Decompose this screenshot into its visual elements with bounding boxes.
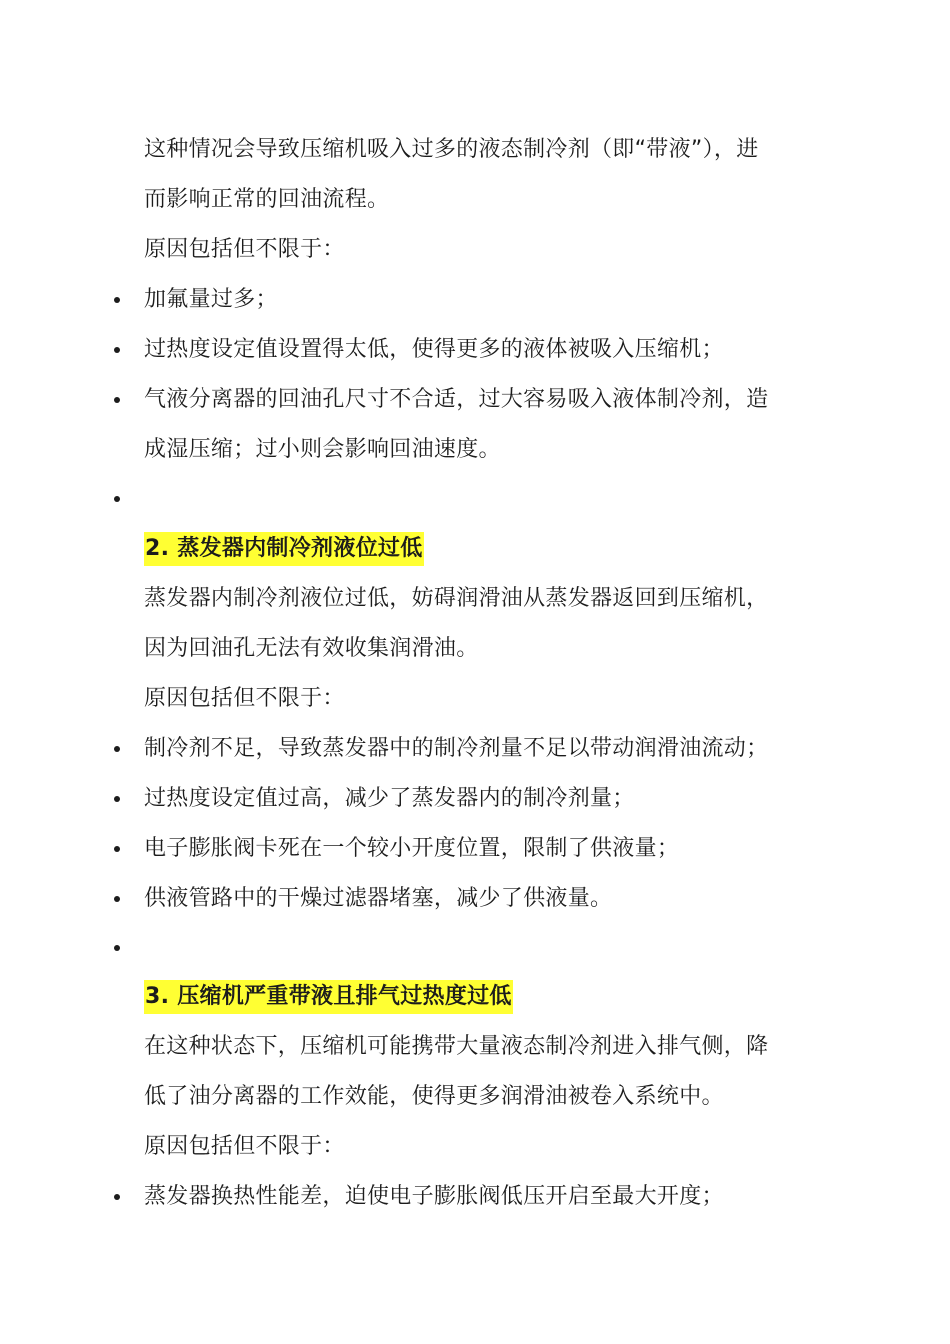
bullet-dot-icon — [114, 297, 120, 303]
reasons-label: 原因包括但不限于： — [144, 237, 345, 262]
paragraph-line: 低了油分离器的工作效能，使得更多润滑油被卷入系统中。 — [144, 1084, 724, 1109]
bullet-dot-icon — [114, 347, 120, 353]
list-item: 制冷剂不足，导致蒸发器中的制冷剂量不足以带动润滑油流动； — [144, 736, 769, 761]
list-item: 过热度设定值过高，减少了蒸发器内的制冷剂量； — [144, 786, 635, 811]
paragraph-line: 因为回油孔无法有效收集润滑油。 — [144, 636, 479, 661]
list-item: 供液管路中的干燥过滤器堵塞，减少了供液量。 — [144, 886, 613, 911]
paragraph-line: 蒸发器内制冷剂液位过低，妨碍润滑油从蒸发器返回到压缩机， — [144, 586, 769, 611]
bullet-dot-icon — [114, 746, 120, 752]
reasons-label: 原因包括但不限于： — [144, 686, 345, 711]
bullet-dot-icon — [114, 496, 120, 502]
paragraph-line: 在这种状态下，压缩机可能携带大量液态制冷剂进入排气侧，降 — [144, 1034, 769, 1059]
bullet-dot-icon — [114, 796, 120, 802]
reasons-label: 原因包括但不限于： — [144, 1134, 345, 1159]
paragraph-line: 而影响正常的回油流程。 — [144, 187, 390, 212]
bullet-dot-icon — [114, 846, 120, 852]
bullet-dot-icon — [114, 1194, 120, 1200]
list-item: 气液分离器的回油孔尺寸不合适，过大容易吸入液体制冷剂，造 — [144, 387, 769, 412]
list-item: 加氟量过多； — [144, 287, 278, 312]
list-item: 电子膨胀阀卡死在一个较小开度位置，限制了供液量； — [144, 836, 680, 861]
bullet-dot-icon — [114, 397, 120, 403]
bullet-dot-icon — [114, 896, 120, 902]
list-item: 过热度设定值设置得太低，使得更多的液体被吸入压缩机； — [144, 337, 724, 362]
list-item: 蒸发器换热性能差，迫使电子膨胀阀低压开启至最大开度； — [144, 1184, 724, 1209]
list-item-continuation: 成湿压缩；过小则会影响回油速度。 — [144, 437, 501, 462]
paragraph-line: 这种情况会导致压缩机吸入过多的液态制冷剂（即“带液”），进 — [144, 137, 759, 162]
section-heading: 2. 蒸发器内制冷剂液位过低 — [144, 532, 424, 566]
bullet-dot-icon — [114, 945, 120, 951]
section-heading: 3. 压缩机严重带液且排气过热度过低 — [144, 980, 513, 1014]
